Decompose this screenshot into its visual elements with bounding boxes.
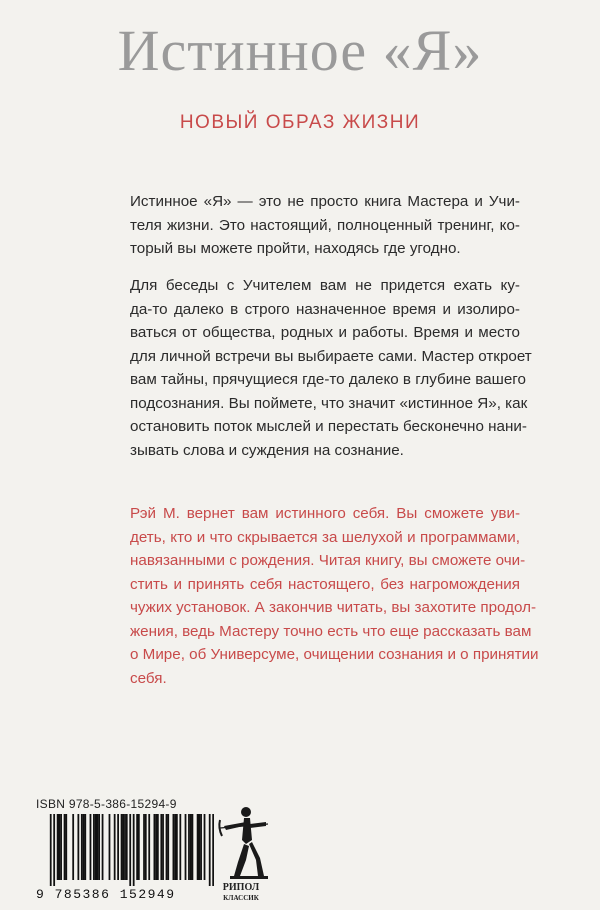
barcode-bar bbox=[121, 814, 123, 880]
barcode-bar bbox=[197, 814, 199, 880]
text-line: деть, кто и что скрывается за шелухой и программами, bbox=[130, 528, 520, 546]
barcode-bar bbox=[155, 814, 157, 880]
barcode-bar bbox=[185, 814, 187, 880]
barcode-bar bbox=[154, 814, 156, 880]
barcode-bar bbox=[126, 814, 128, 880]
barcode-bar bbox=[200, 814, 202, 880]
text-line: стить и принять себя настоящего, без нагромождения bbox=[130, 575, 520, 593]
barcode-bar bbox=[143, 814, 145, 880]
barcode-digits: 9 785386 152949 bbox=[36, 887, 176, 902]
barcode-bar bbox=[57, 814, 59, 880]
text-line: себя. bbox=[130, 669, 167, 687]
barcode-bar bbox=[83, 814, 85, 880]
barcode-bar bbox=[90, 814, 92, 880]
text-line: чужих установок. А закончив читать, вы захотите продол- bbox=[130, 599, 537, 616]
isbn-text: ISBN 978-5-386-15294-9 bbox=[36, 797, 177, 811]
barcode-bar bbox=[166, 814, 168, 880]
barcode-bar bbox=[109, 814, 111, 880]
barcode-bar bbox=[53, 814, 55, 886]
barcode-bar bbox=[162, 814, 164, 880]
barcode-bar bbox=[148, 814, 150, 880]
text-line: вам тайны, прячущиеся где-то далеко в глубине вашего bbox=[130, 371, 526, 388]
barcode-bar bbox=[204, 814, 206, 880]
barcode-bar bbox=[188, 814, 190, 880]
barcode-bar bbox=[157, 814, 159, 880]
barcode-bar bbox=[102, 814, 104, 880]
publisher-subtitle: КЛАССИК bbox=[223, 894, 259, 902]
barcode-bar bbox=[179, 814, 181, 880]
barcode-icon bbox=[36, 814, 214, 886]
publisher-title: РИПОЛ bbox=[222, 882, 260, 893]
barcode-bar bbox=[98, 814, 100, 880]
barcode-bar bbox=[192, 814, 194, 880]
text-line: Истинное «Я» — это не просто книга Мастера и Учи- bbox=[130, 193, 520, 210]
barcode-bar bbox=[64, 814, 66, 880]
book-subtitle: НОВЫЙ ОБРАЗ ЖИЗНИ bbox=[179, 112, 421, 133]
barcode-bar bbox=[190, 814, 192, 880]
paragraph-promo bbox=[130, 502, 539, 690]
barcode-bar bbox=[145, 814, 147, 880]
paragraph-description bbox=[130, 274, 532, 462]
barcode-bar bbox=[212, 814, 214, 886]
publisher-name bbox=[210, 882, 272, 904]
paragraph-intro bbox=[130, 190, 520, 261]
text-line: Рэй М. вернет вам истинного себя. Вы сможете уви- bbox=[130, 505, 520, 522]
barcode-bar bbox=[58, 814, 60, 880]
barcode-bar bbox=[77, 814, 79, 880]
book-title: Истинное «Я» bbox=[117, 18, 483, 83]
barcode-bar bbox=[72, 814, 74, 880]
text-line: Для беседы с Учителем вам не придется ехать ку- bbox=[130, 277, 520, 294]
barcode-bar bbox=[50, 814, 52, 886]
text-line: подсознания. Вы поймете, что значит «истинное Я», как bbox=[130, 394, 528, 412]
barcode-bar bbox=[95, 814, 97, 880]
barcode-bar bbox=[209, 814, 211, 886]
barcode-bar bbox=[96, 814, 98, 880]
barcode-bar bbox=[160, 814, 162, 880]
text-line: навязанными с рождения. Читая книгу, вы сможете очи- bbox=[130, 552, 526, 569]
barcode-block bbox=[36, 797, 214, 902]
barcode-bar bbox=[60, 814, 62, 880]
barcode-bar bbox=[84, 814, 86, 880]
barcode-bar bbox=[124, 814, 126, 880]
barcode-bar bbox=[174, 814, 176, 880]
barcode-bar bbox=[81, 814, 83, 880]
barcode-bar bbox=[167, 814, 169, 880]
barcode-bar bbox=[136, 814, 138, 880]
text-line: о Мире, об Универсуме, очищении сознания и о принятии bbox=[130, 646, 539, 663]
text-line: остановить поток мыслей и перестать бесконечно нани- bbox=[130, 418, 527, 435]
text-line: жения, ведь Мастеру точно есть что еще рассказать вам bbox=[130, 622, 532, 640]
barcode-bar bbox=[122, 814, 124, 880]
text-line: для личной встречи вы выбираете сами. Мастер откроет bbox=[130, 347, 532, 365]
barcode-bar bbox=[93, 814, 95, 880]
text-line: торый вы можете пройти, находясь где угодно. bbox=[130, 240, 461, 257]
barcode-bar bbox=[138, 814, 140, 880]
barcode-bar bbox=[117, 814, 119, 880]
barcode-bar bbox=[114, 814, 116, 880]
barcode-bar bbox=[65, 814, 67, 880]
text-line: ваться от общества, родных и работы. Время и место bbox=[130, 324, 520, 341]
barcode-bar bbox=[176, 814, 178, 880]
text-line: теля жизни. Это настоящий, полноценный тренинг, ко- bbox=[130, 216, 520, 234]
barcode-bar bbox=[133, 814, 135, 886]
text-line: зывать слова и суждения на сознание. bbox=[130, 441, 404, 459]
barcode-bar bbox=[129, 814, 131, 886]
barcode-bar bbox=[198, 814, 200, 880]
barcode-bar bbox=[173, 814, 175, 880]
text-line: да-то далеко в строго назначенное время и изолиро- bbox=[130, 300, 520, 318]
